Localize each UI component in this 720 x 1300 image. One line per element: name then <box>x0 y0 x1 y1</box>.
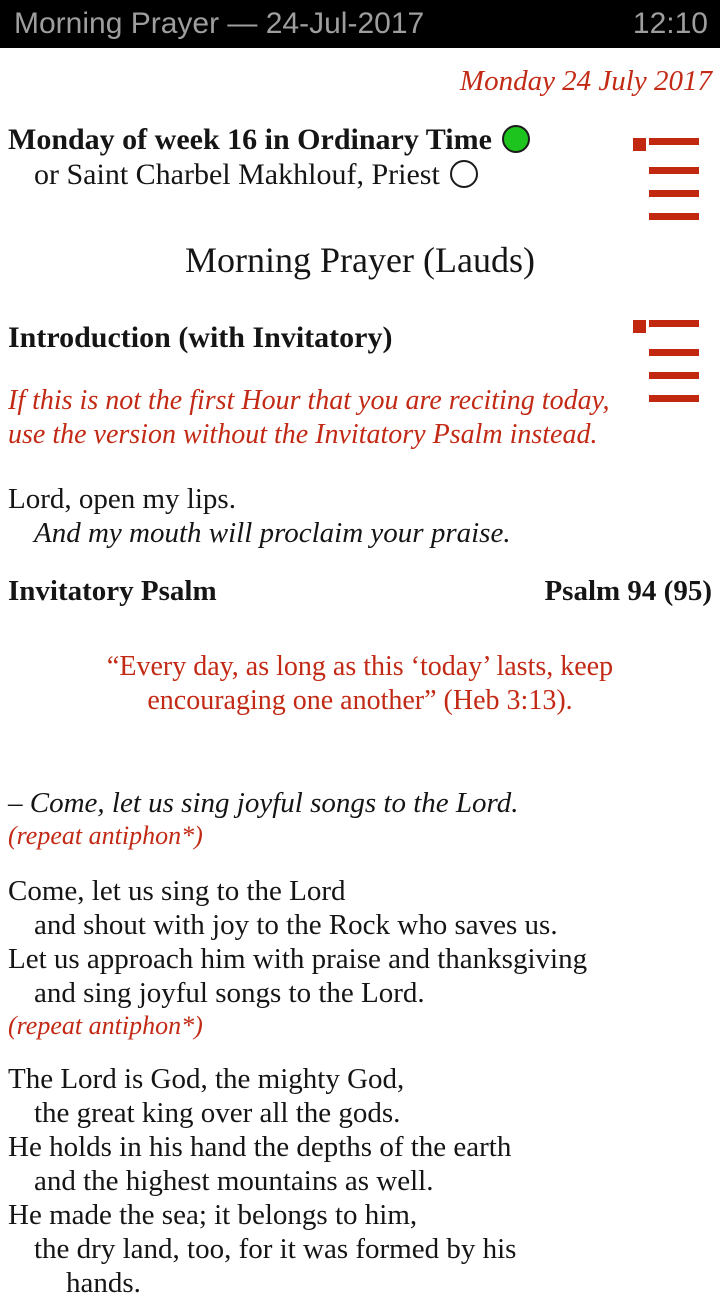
versicle-line: Lord, open my lips. <box>8 483 236 515</box>
menu-icon-square <box>633 320 646 333</box>
celebration-block <box>8 122 712 192</box>
psalm-label: Invitatory Psalm <box>8 575 217 607</box>
list-menu-icon <box>633 138 699 151</box>
verse-line: The Lord is God, the mighty God, <box>8 1063 405 1095</box>
section-menu-button-introduction[interactable] <box>633 320 699 402</box>
menu-icon-bar <box>649 213 699 220</box>
white-circle-icon <box>450 160 478 188</box>
verse-line: He holds in his hand the depths of the earth <box>8 1131 512 1163</box>
celebration-alternative-row[interactable] <box>34 157 712 192</box>
celebration-primary-label: Monday of week 16 in Ordinary Time <box>8 123 492 156</box>
psalm-stanza-1 <box>8 874 712 1042</box>
menu-icon-bar <box>649 349 699 356</box>
verse-line: and the highest mountains as well. <box>34 1165 434 1197</box>
psalm-quote-line: “Every day, as long as this ‘today’ lasts, keep <box>106 651 614 682</box>
app-title: Morning Prayer — 24-Jul-2017 <box>14 7 425 40</box>
verse-line: the great king over all the gods. <box>34 1097 401 1129</box>
rubric-text <box>8 384 712 452</box>
verse-line: and shout with joy to the Rock who saves us. <box>34 909 558 941</box>
celebration-alternative-label: or Saint Charbel Makhlouf, Priest <box>34 158 440 191</box>
celebration-primary-row[interactable] <box>8 122 712 157</box>
section-heading-row <box>8 320 712 356</box>
date-line: Monday 24 July 2017 <box>459 65 712 97</box>
repeat-antiphon-note: (repeat antiphon*) <box>8 821 203 850</box>
psalm-heading-row <box>8 574 712 608</box>
menu-icon-bar <box>649 190 699 197</box>
verse-line: Come, let us sing to the Lord <box>8 875 346 907</box>
verse-line: the dry land, too, for it was formed by his <box>34 1233 517 1265</box>
rubric-line: If this is not the first Hour that you are reciting today, <box>8 385 610 416</box>
menu-icon-bar <box>649 320 699 327</box>
menu-icon-bar <box>649 395 699 402</box>
antiphon-block <box>8 786 712 852</box>
verse-line: Let us approach him with praise and thanksgiving <box>8 943 588 975</box>
rubric-line: use the version without the Invitatory Psalm instead. <box>8 419 598 450</box>
prayer-content <box>0 64 720 1300</box>
clock: 12:10 <box>632 7 708 40</box>
page-title: Morning Prayer (Lauds) <box>185 240 535 280</box>
psalm-reference: Psalm 94 (95) <box>544 575 712 607</box>
verse-line: He made the sea; it belongs to him, <box>8 1199 418 1231</box>
green-circle-icon <box>502 125 530 153</box>
psalm-quote <box>8 650 712 718</box>
versicle-response-block <box>8 482 712 550</box>
menu-icon-bar <box>649 167 699 174</box>
list-menu-icon <box>633 320 699 333</box>
antiphon-line: – Come, let us sing joyful songs to the Lord. <box>8 787 519 819</box>
verse-line: hands. <box>66 1267 141 1299</box>
menu-icon-bar <box>649 372 699 379</box>
menu-icon-square <box>633 138 646 151</box>
verse-line: and sing joyful songs to the Lord. <box>34 977 425 1009</box>
psalm-quote-line: encouraging one another” (Heb 3:13). <box>147 685 573 716</box>
section-menu-button-top[interactable] <box>633 138 699 220</box>
repeat-antiphon-note: (repeat antiphon*) <box>8 1011 203 1040</box>
status-bar <box>0 0 720 48</box>
menu-icon-bar <box>649 138 699 145</box>
response-line: And my mouth will proclaim your praise. <box>34 517 511 549</box>
psalm-stanza-2 <box>8 1062 712 1300</box>
section-heading: Introduction (with Invitatory) <box>8 321 393 354</box>
